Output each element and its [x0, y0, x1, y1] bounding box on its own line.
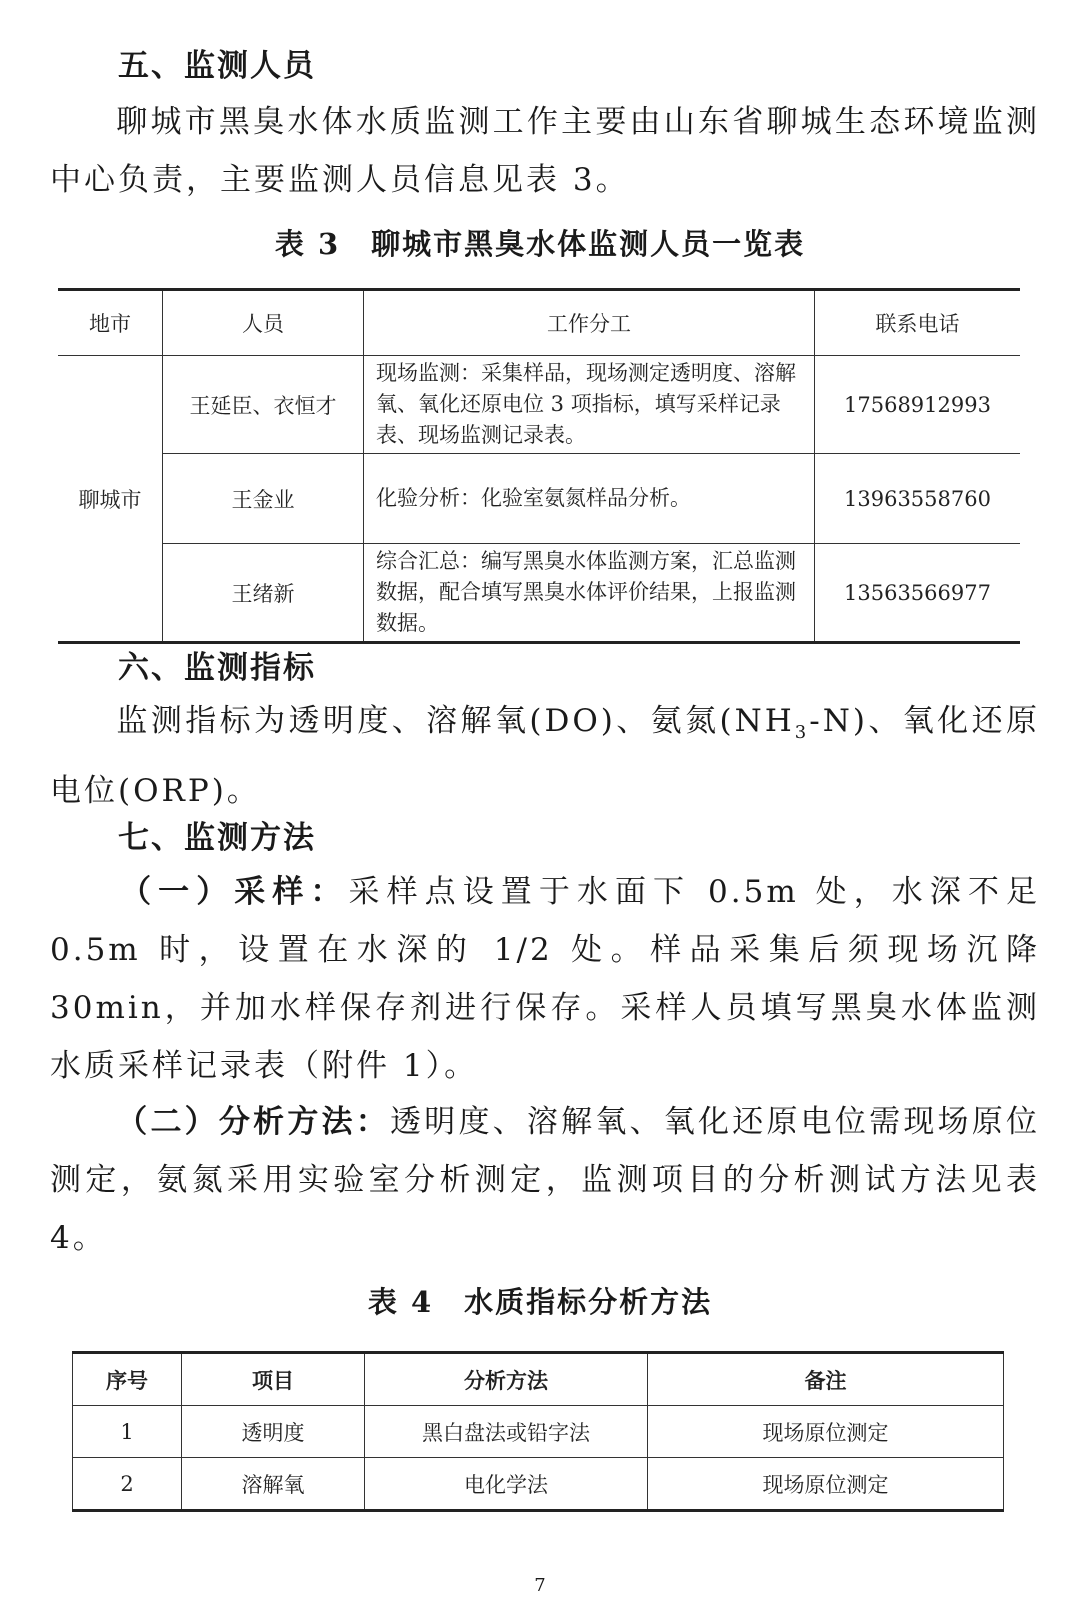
- table4-note-cell: 现场原位测定: [648, 1458, 1004, 1511]
- section7-sampling-paragraph: （一）采样：采样点设置于水面下 0.5m 处，水深不足 0.5m 时，设置在水深的 1/2 处。样品采集后须现场沉降 30min，并加水样保存剂进行保存。采样人员填写黑臭水体监测水质采样记录表（附件 1）。: [50, 874, 1041, 1084]
- section5-heading: 五、监测人员: [118, 48, 316, 84]
- table4-header-index: 序号: [73, 1353, 182, 1406]
- table4-header-item: 项目: [182, 1353, 365, 1406]
- table4-index-cell: 1: [73, 1406, 182, 1458]
- table3-work-cell: 化验分析：化验室氨氮样品分析。: [364, 454, 815, 544]
- table3-work-cell: 现场监测：采集样品，现场测定透明度、溶解氧、氧化还原电位 3 项指标，填写采样记录表、现场监测记录表。: [364, 356, 815, 454]
- table4-method-cell: 黑白盘法或铅字法: [365, 1406, 648, 1458]
- table3: [58, 288, 1020, 644]
- section6-heading: 六、监测指标: [118, 650, 316, 686]
- table3-header-city: 地市: [58, 290, 163, 356]
- table3-person-cell: 王金业: [163, 454, 364, 544]
- page-number: 7: [534, 1575, 546, 1596]
- table3-phone-cell: 13963558760: [815, 454, 1021, 544]
- table4: [72, 1351, 1004, 1512]
- table4-note-cell: 现场原位测定: [648, 1406, 1004, 1458]
- table3-caption: 表 3 聊城市黑臭水体监测人员一览表: [274, 227, 806, 261]
- table-row: [73, 1458, 1004, 1511]
- table-row: [58, 454, 1020, 544]
- table-row: [58, 544, 1020, 643]
- table3-work-cell: 综合汇总：编写黑臭水体监测方案，汇总监测数据，配合填写黑臭水体评价结果，上报监测数据。: [364, 544, 815, 643]
- table4-caption: 表 4 水质指标分析方法: [367, 1285, 713, 1319]
- table4-header-note: 备注: [648, 1353, 1004, 1406]
- table4-method-cell: 电化学法: [365, 1458, 648, 1511]
- section7-analysis-paragraph: （二）分析方法：透明度、溶解氧、氧化还原电位需现场原位测定，氨氮采用实验室分析测定，监测项目的分析测试方法见表 4。: [50, 1104, 1040, 1256]
- table4-item-cell: 透明度: [182, 1406, 365, 1458]
- table3-header-phone: 联系电话: [815, 290, 1021, 356]
- table3-person-cell: 王绪新: [163, 544, 364, 643]
- table3-city-cell: 聊城市: [58, 356, 163, 643]
- table4-index-cell: 2: [73, 1458, 182, 1511]
- section7-heading: 七、监测方法: [118, 820, 316, 856]
- section6-paragraph: 监测指标为透明度、溶解氧(DO)、氨氮$(NH_3-N)$、氧化还原电位(ORP)。: [50, 703, 1040, 810]
- table3-phone-cell: 17568912993: [815, 356, 1021, 454]
- table3-header-person: 人员: [163, 290, 364, 356]
- table4-header-row: [73, 1353, 1004, 1406]
- table3-header-work: 工作分工: [364, 290, 815, 356]
- table-row: [73, 1406, 1004, 1458]
- table3-phone-cell: 13563566977: [815, 544, 1021, 643]
- table4-item-cell: 溶解氧: [182, 1458, 365, 1511]
- section5-paragraph: 聊城市黑臭水体水质监测工作主要由山东省聊城生态环境监测中心负责，主要监测人员信息见表 3。: [50, 104, 1040, 198]
- table3-header-row: [58, 290, 1020, 356]
- table4-header-method: 分析方法: [365, 1353, 648, 1406]
- table3-person-cell: 王延臣、衣恒才: [163, 356, 364, 454]
- table-row: [58, 356, 1020, 454]
